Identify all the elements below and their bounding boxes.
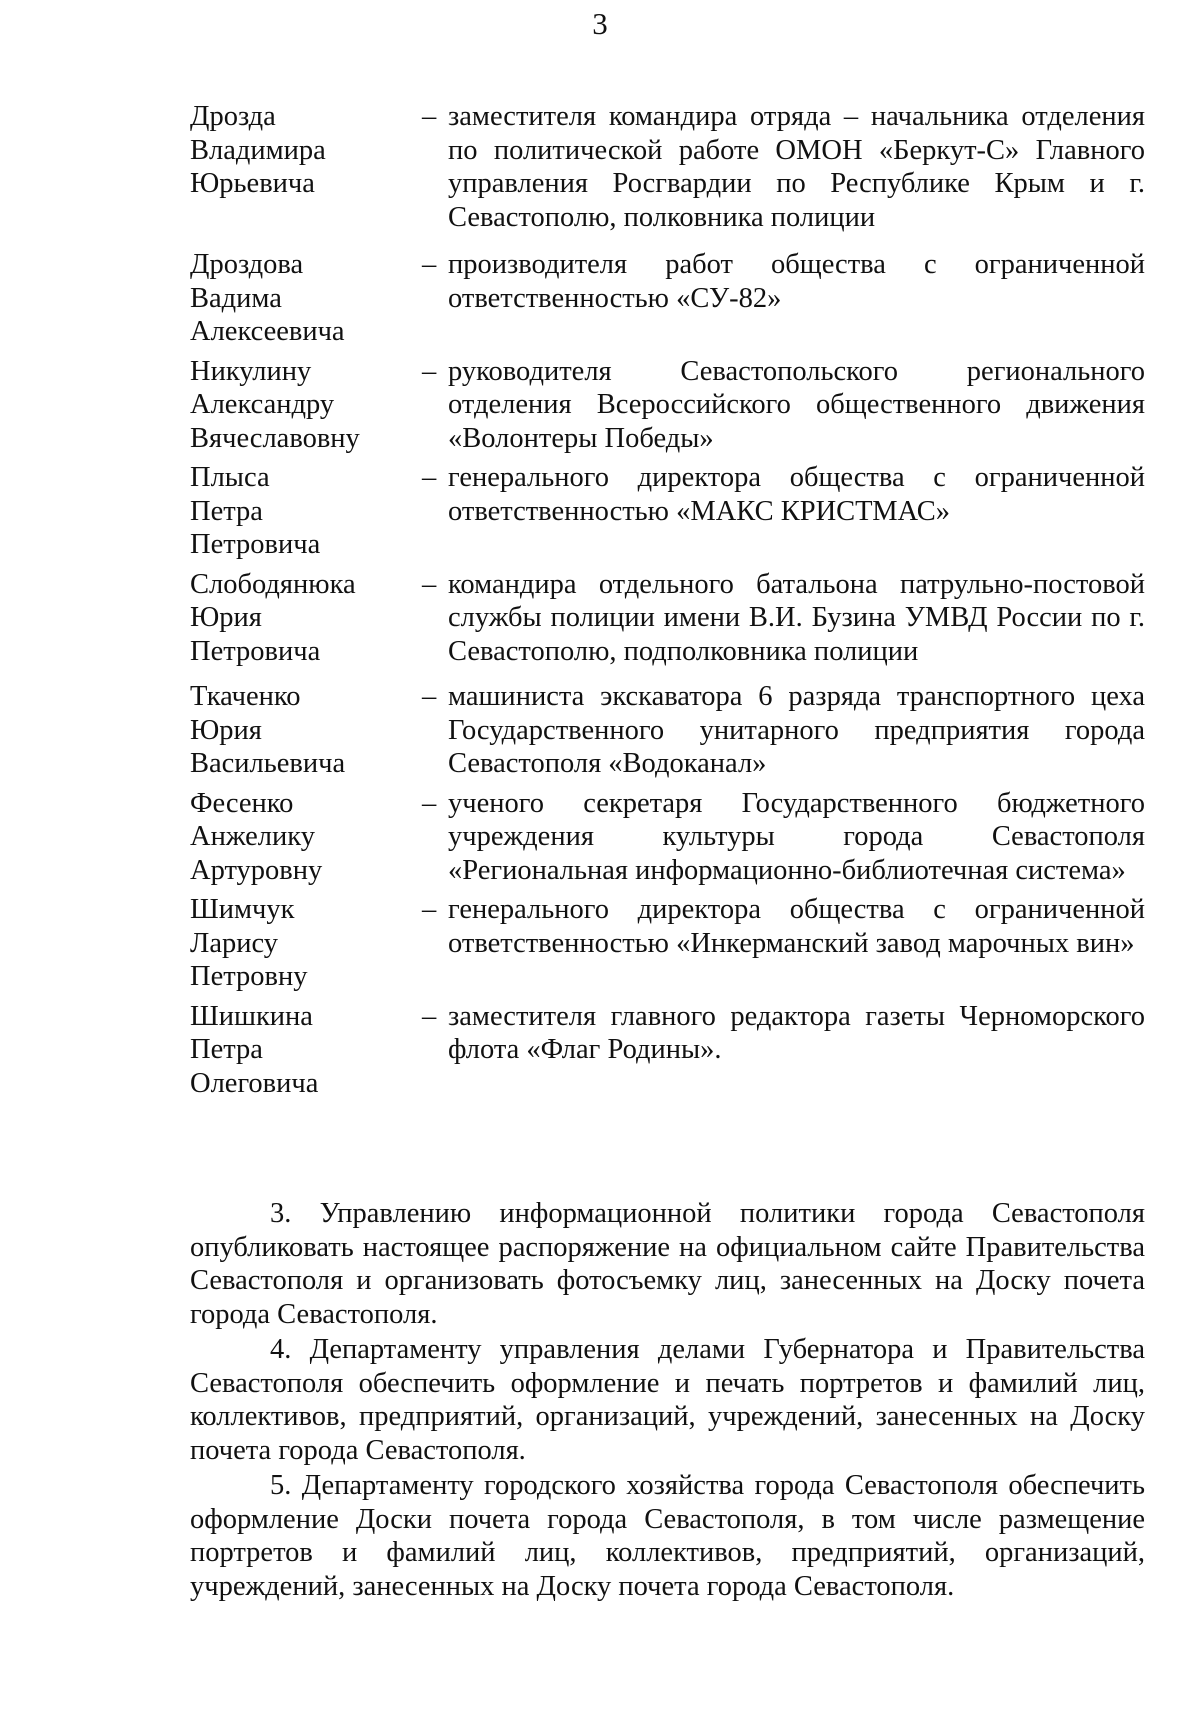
awardee-description: ученого секретаря Государственного бюджетного учреждения культуры города Севастополя «Региональная информационно-библиотечная система» [448, 787, 1145, 886]
decree-paragraph-5: 5. Департаменту городского хозяйства города Севастополя обеспечить оформление Доски почета города Севастополя, в том числе размещение портретов и фамилий лиц, коллективов, предприятий, организаций, учреждений, занесенных на Доску почета города Севастополя. [190, 1470, 1145, 1602]
decree-paragraph-4: 4. Департаменту управления делами Губернатора и Правительства Севастополя обеспечить оформление и печать портретов и фамилий лиц, коллективов, предприятий, организаций, учреждений, занесенных на Доску почета города Севастополя. [190, 1334, 1145, 1466]
entry-dash: – [422, 787, 437, 819]
awardee-description: генерального директора общества с ограниченной ответственностью «Инкерманский завод марочных вин» [448, 894, 1145, 959]
entry-dash: – [422, 568, 437, 600]
entry-dash: – [422, 355, 437, 387]
awardee-name: Дрозда Владимира Юрьевича [190, 101, 326, 199]
entry-dash: – [422, 249, 437, 280]
awardee-name: Шимчук Ларису Петровну [190, 894, 308, 992]
awardee-description: генерального директора общества с ограниченной ответственностью «МАКС КРИСТМАС» [448, 462, 1145, 527]
awardee-entry [190, 355, 1145, 456]
entry-dash: – [422, 462, 437, 493]
entry-dash: – [422, 894, 437, 925]
decree-paragraph-3: 3. Управлению информационной политики города Севастополя опубликовать настоящее распоряжение на официальном сайте Правительства Севастополя и организовать фотосъемку лиц, занесенных на Доску почета города Севастополя. [190, 1198, 1145, 1330]
entry-dash: – [422, 1000, 437, 1032]
awardee-name: Шишкина Петра Олеговича [190, 1000, 319, 1099]
awardee-entry [190, 680, 1145, 781]
awardee-description: заместителя главного редактора газеты Черноморского флота «Флаг Родины». [448, 1000, 1145, 1065]
awardee-name: Слободянюка Юрия Петровича [190, 568, 356, 667]
awardee-entry [190, 568, 1145, 669]
awardee-description: командира отдельного батальона патрульно-постовой службы полиции имени В.И. Бузина УМВД России по г. Севастополю, подполковника полиции [448, 568, 1145, 667]
awardee-name: Ткаченко Юрия Васильевича [190, 681, 346, 779]
awardee-entry [190, 461, 1145, 562]
awardee-entry [190, 100, 1145, 234]
awardee-entry [190, 1000, 1145, 1101]
decree-paragraphs [190, 1197, 1145, 1605]
awardee-description: машиниста экскаватора 6 разряда транспортного цеха Государственного унитарного предприятия города Севастополя «Водоканал» [448, 681, 1145, 779]
awardee-entry [190, 787, 1145, 888]
awardee-name: Дроздова Вадима Алексеевича [190, 249, 345, 347]
entry-dash: – [422, 681, 437, 712]
awardee-entry [190, 893, 1145, 994]
awardee-description: заместителя командира отряда – начальника отделения по политической работе ОМОН «Беркут-С» Главного управления Росгвардии по Республике Крым и г. Севастополю, полковника полиции [448, 101, 1145, 233]
page-number: 3 [592, 6, 608, 41]
awardee-list [190, 100, 1145, 1100]
awardee-name: Плыса Петра Петровича [190, 462, 321, 560]
awardee-name: Никулину Александру Вячеславовну [190, 355, 360, 454]
awardee-description: производителя работ общества с ограниченной ответственностью «СУ-82» [448, 249, 1145, 314]
awardee-description: руководителя Севастопольского регионального отделения Всероссийского общественного движения «Волонтеры Победы» [448, 355, 1145, 454]
entry-dash: – [422, 101, 437, 132]
awardee-name: Фесенко Анжелику Артуровну [190, 787, 323, 886]
awardee-entry [190, 248, 1145, 349]
